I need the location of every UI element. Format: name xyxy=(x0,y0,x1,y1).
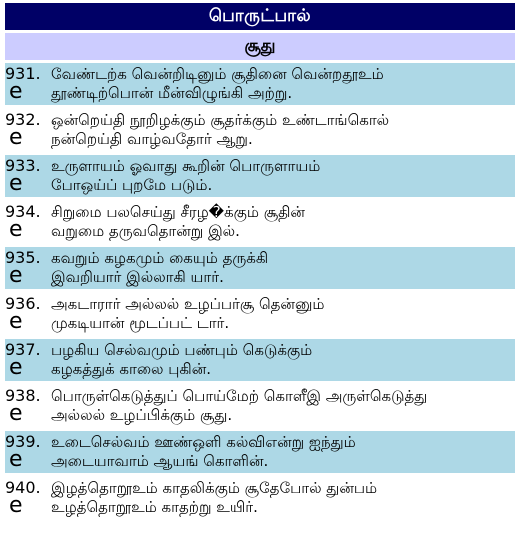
couplet-line-1: கவறும் கழகமும் கையும் தருக்கி xyxy=(51,249,269,267)
english-translation-icon[interactable]: e xyxy=(9,447,23,472)
couplet-line-1: வேண்டற்க வென்றிடினும் சூதினை வென்றதூஉம் xyxy=(51,65,384,83)
couplet-list xyxy=(5,63,515,519)
couplet-number: 940. xyxy=(5,478,41,497)
couplet-number-column xyxy=(5,247,47,289)
couplet-number-column xyxy=(5,385,47,427)
couplet-line-1: அகடாரார் அல்லல் உழப்பர்சூ தென்னும் xyxy=(51,295,325,313)
english-translation-icon[interactable]: e xyxy=(9,355,23,380)
couplet-line-1: பழகிய செல்வமும் பண்பும் கெடுக்கும் xyxy=(51,341,313,359)
couplet-line-2: முகடியான் மூடப்பட் டார். xyxy=(51,314,230,332)
english-translation-icon[interactable]: e xyxy=(9,171,23,196)
couplet-line-1: உடைசெல்வம் ஊண்ஒளி கல்விஎன்று ஐந்தும் xyxy=(51,433,356,451)
couplet-text xyxy=(47,155,515,197)
couplet-line-1: உருளாயம் ஓவாது கூறின் பொருளாயம் xyxy=(51,157,321,175)
couplet-line-1: இழத்தொறூஉம் காதலிக்கும் சூதேபோல் துன்பம் xyxy=(51,479,378,497)
couplet-text xyxy=(47,477,515,519)
couplet-line-2: இவறியார் இல்லாகி யார். xyxy=(51,268,224,286)
page xyxy=(5,0,515,519)
couplet-line-2: போஒய்ப் புறமே படும். xyxy=(51,176,213,194)
couplet-line-2: உழத்தொறூஉம் காதற்று உயிர். xyxy=(51,498,258,516)
couplet-text xyxy=(47,201,515,243)
english-translation-icon[interactable]: e xyxy=(9,125,23,150)
couplet-line-1: ஒன்றெய்தி நூறிழக்கும் சூதர்க்கும் உண்டாங்கொல் xyxy=(51,111,390,129)
couplet-number-column xyxy=(5,339,47,381)
english-translation-icon[interactable]: e xyxy=(9,493,23,518)
couplet-number: 931. xyxy=(5,64,41,83)
couplet-number: 934. xyxy=(5,202,41,221)
couplet-line-1: சிறுமை பலசெய்து சீரழ�க்கும் சூதின் xyxy=(51,203,305,221)
english-translation-icon[interactable]: e xyxy=(9,217,23,242)
couplet-number-column xyxy=(5,293,47,335)
couplet-line-2: அடையாவாம் ஆயங் கொளின். xyxy=(51,452,269,470)
couplet-number-column xyxy=(5,201,47,243)
couplet-row xyxy=(5,63,515,105)
section-title: பொருட்பால் xyxy=(5,3,515,30)
couplet-line-2: வறுமை தருவதொன்று இல். xyxy=(51,222,240,240)
couplet-line-2: கழகத்துக் காலை புகின். xyxy=(51,360,212,378)
english-translation-icon[interactable]: e xyxy=(9,263,23,288)
couplet-number-column xyxy=(5,109,47,151)
couplet-number: 936. xyxy=(5,294,41,313)
couplet-number: 939. xyxy=(5,432,41,451)
couplet-number: 932. xyxy=(5,110,41,129)
couplet-text xyxy=(47,293,515,335)
couplet-number: 937. xyxy=(5,340,41,359)
couplet-line-2: தூண்டிற்பொன் மீன்விழுங்கி அற்று. xyxy=(51,84,293,102)
couplet-row xyxy=(5,339,515,381)
chapter-title: சூது xyxy=(5,33,515,60)
couplet-number-column xyxy=(5,155,47,197)
couplet-row xyxy=(5,385,515,427)
couplet-row xyxy=(5,477,515,519)
english-translation-icon[interactable]: e xyxy=(9,79,23,104)
couplet-row xyxy=(5,431,515,473)
couplet-number-column xyxy=(5,63,47,105)
english-translation-icon[interactable]: e xyxy=(9,309,23,334)
couplet-row xyxy=(5,293,515,335)
couplet-number: 933. xyxy=(5,156,41,175)
couplet-number: 935. xyxy=(5,248,41,267)
couplet-number: 938. xyxy=(5,386,41,405)
couplet-line-2: நன்றெய்தி வாழ்வதோர் ஆறு. xyxy=(51,130,253,148)
couplet-line-2: அல்லல் உழப்பிக்கும் சூது. xyxy=(51,406,233,424)
couplet-row xyxy=(5,247,515,289)
couplet-row xyxy=(5,109,515,151)
couplet-text xyxy=(47,431,515,473)
couplet-row xyxy=(5,155,515,197)
couplet-text xyxy=(47,109,515,151)
couplet-number-column xyxy=(5,477,47,519)
couplet-text xyxy=(47,63,515,105)
couplet-text xyxy=(47,385,515,427)
couplet-row xyxy=(5,201,515,243)
couplet-text xyxy=(47,247,515,289)
english-translation-icon[interactable]: e xyxy=(9,401,23,426)
couplet-number-column xyxy=(5,431,47,473)
couplet-text xyxy=(47,339,515,381)
couplet-line-1: பொருள்கெடுத்துப் பொய்மேற் கொளீஇ அருள்கெடுத்து xyxy=(51,387,428,405)
